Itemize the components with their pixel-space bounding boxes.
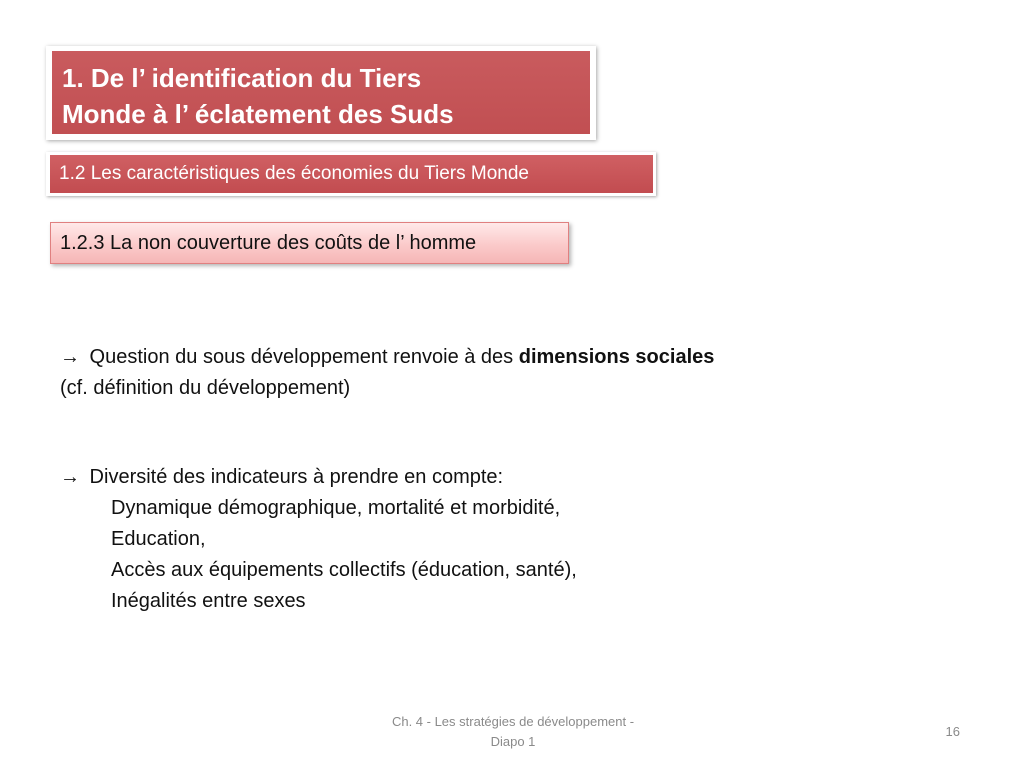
paragraph-social-dimensions [60, 342, 714, 404]
subtitle-text: 1.2 Les caractéristiques des économies du Tiers Monde [50, 155, 653, 193]
slide-title [52, 51, 590, 134]
list-item: Education, [111, 528, 206, 550]
list-item: Accès aux équipements collectifs (éducation, santé), [111, 559, 577, 581]
paragraph-1-text: Question du sous développement renvoie à des [84, 346, 519, 368]
footer-line-2: Diapo 1 [490, 734, 536, 749]
list-item: Inégalités entre sexes [111, 590, 306, 612]
paragraph-indicators [60, 462, 577, 617]
right-arrow-icon: → [60, 466, 80, 488]
slide-title-line-1: 1. De l’ identification du Tiers [62, 63, 422, 93]
paragraph-2-intro-line [60, 462, 577, 493]
slide-title-line-2: Monde à l’ éclatement des Suds [62, 99, 454, 129]
list-item: Dynamique démographique, mortalité et morbidité, [111, 497, 561, 519]
right-arrow-icon: → [60, 346, 80, 368]
paragraph-2-intro: Diversité des indicateurs à prendre en compte: [84, 466, 504, 488]
section-heading: 1.2.3 La non couverture des coûts de l’ homme [50, 222, 569, 264]
footer-line-1: Ch. 4 - Les stratégies de développement - [391, 714, 635, 729]
subtitle-box [46, 152, 656, 196]
paragraph-1-line-2: (cf. définition du développement) [60, 377, 351, 399]
paragraph-1-line-1 [60, 342, 714, 373]
page-number: 16 [945, 724, 960, 739]
paragraph-1-bold: dimensions sociales [518, 346, 715, 368]
slide-title-box [46, 46, 596, 140]
slide-footer [340, 712, 686, 752]
